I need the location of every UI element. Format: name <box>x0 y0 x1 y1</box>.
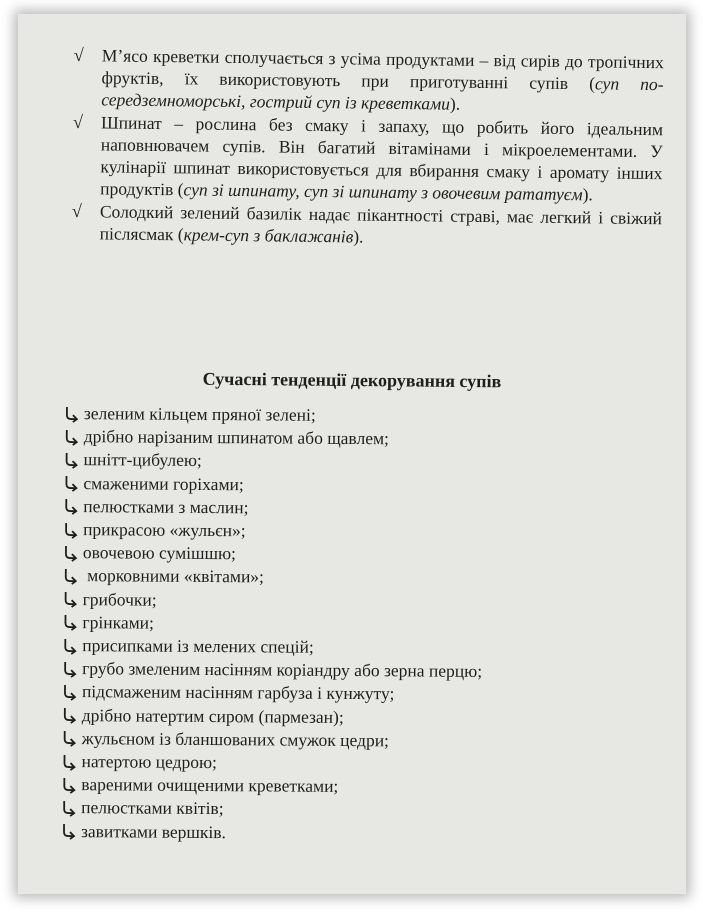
list-item-text: дрібно нарізаним шпинатом або щавлем; <box>83 426 390 449</box>
checklist <box>72 44 664 252</box>
curved-arrow-icon <box>62 405 82 423</box>
curved-arrow-icon <box>60 729 80 747</box>
curved-arrow-icon <box>61 474 81 492</box>
checklist-example: крем-суп з баклажанів <box>183 224 354 247</box>
curved-arrow-icon <box>59 822 79 840</box>
section-heading: Сучасні тенденції декорування супів <box>202 368 502 392</box>
list-item-text: натертою цедрою; <box>81 751 218 773</box>
list-item-text: смаженими горіхами; <box>83 472 244 494</box>
checklist-end: ). <box>353 226 364 247</box>
list-item-text: вареними очищеними креветками; <box>81 774 339 797</box>
list-item-text: пелюстками з маслин; <box>83 495 249 518</box>
curved-arrow-icon <box>59 799 79 817</box>
list-item-text: шнітт-цибулею; <box>83 449 202 471</box>
curved-arrow-icon <box>61 544 81 562</box>
list-item-text: жульєном із бланшованих смужок цедри; <box>81 727 390 751</box>
curved-arrow-icon <box>62 451 82 469</box>
list-item-text: морковними «квітами»; <box>82 565 265 587</box>
checkmark-icon: √ <box>72 111 84 133</box>
document-page <box>18 14 686 894</box>
checklist-example: суп зі шпинату, суп зі шпинату з овочевим рататуєм <box>183 179 583 205</box>
list-item-text: овочевою сумішшю; <box>82 542 237 564</box>
list-item-text: зеленим кільцем пряної зелені; <box>83 403 316 425</box>
curved-arrow-icon <box>60 613 80 631</box>
list-item-text: грибочки; <box>82 588 157 610</box>
checklist-end: ). <box>582 184 593 205</box>
checklist-item <box>73 44 664 117</box>
list-item-text: завитками вершків. <box>80 820 227 842</box>
curved-arrow-icon <box>60 660 80 678</box>
checklist-item <box>72 111 663 206</box>
list-item-text: дрібно натертим сиром (пармезан); <box>81 704 344 727</box>
list-item-text: підсмаженим насінням гарбуза і кунжуту; <box>81 681 395 704</box>
curved-arrow-icon <box>60 683 80 701</box>
checklist-end: ). <box>449 93 461 114</box>
list-item-text: грінками; <box>82 611 155 633</box>
checklist-text: Шпинат – рослина без смаку і запаху, що робить його ідеальним наповнювачем супів. Він багатий вітамінами і мікроелементами. У кулінарії шпинат використовується для вбирання смаку і аромату інших продуктів ( <box>100 112 664 200</box>
curved-arrow-icon <box>62 428 82 446</box>
list-item <box>59 820 659 847</box>
curved-arrow-icon <box>60 637 80 655</box>
checklist-text: М’ясо креветки сполучається з усіма продуктами – від сирів до тропічних фруктів, їх використовують при приготуванні супів ( <box>101 45 664 94</box>
curved-arrow-icon <box>61 497 81 515</box>
curved-arrow-icon <box>61 590 81 608</box>
curved-arrow-icon <box>59 753 79 771</box>
list-item-text: прикрасою «жульєн»; <box>83 519 246 541</box>
curved-arrow-icon <box>59 776 79 794</box>
checklist-example: суп по-середземноморські, гострий суп із креветками <box>101 73 664 114</box>
checkmark-icon: √ <box>71 200 82 222</box>
curved-arrow-icon <box>61 567 81 585</box>
curved-arrow-icon <box>61 521 81 539</box>
curved-arrow-icon <box>60 706 80 724</box>
checklist-text: Солодкий зелений базилік надає пікантності страві, має легкий і свіжий післясмак ( <box>99 201 663 245</box>
checkmark-icon: √ <box>73 44 84 66</box>
checklist-item <box>72 200 662 251</box>
list-item-text: грубо змеленим насінням коріандру або зерна перцю; <box>82 658 483 682</box>
list-item-text: пелюстками квітів; <box>81 797 224 819</box>
list-item-text: присипками із мелених спецій; <box>82 635 314 657</box>
decoration-list <box>59 402 662 847</box>
